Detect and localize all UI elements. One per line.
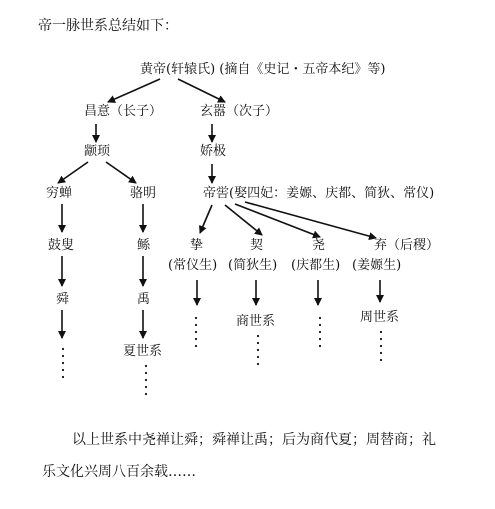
huangdi-name: 黄帝(轩辕氏) bbox=[140, 62, 216, 77]
arrow-root-to-changyi bbox=[108, 79, 160, 102]
node-changyi: 昌意（长子） bbox=[84, 104, 163, 119]
node-xuanxiao: 玄嚣（次子） bbox=[200, 104, 279, 119]
node-xie: 契 bbox=[250, 238, 264, 253]
dots-zhi bbox=[195, 317, 197, 347]
huangdi-source: (摘自《史记・五帝本纪》等) bbox=[219, 62, 386, 77]
node-zhi-mother: (常仪生) bbox=[168, 258, 218, 273]
node-qi-mother: (姜嫄生) bbox=[352, 258, 402, 273]
node-zhou-lineage: 周世系 bbox=[360, 310, 400, 325]
node-yao: 尧 bbox=[312, 238, 326, 253]
node-shang-lineage: 商世系 bbox=[236, 314, 276, 329]
node-huangdi bbox=[140, 62, 385, 78]
dots-zhou bbox=[380, 331, 382, 361]
summary-line-2: 乐文化兴周八百余载…… bbox=[42, 464, 196, 480]
node-qiongchan: 穷蝉 bbox=[46, 186, 73, 201]
arrow-diku-to-yao bbox=[235, 204, 320, 237]
node-xia-lineage: 夏世系 bbox=[123, 344, 163, 359]
dots-xia bbox=[145, 365, 147, 395]
dots-shun bbox=[62, 348, 64, 378]
page-heading: 帝一脉世系总结如下： bbox=[38, 18, 178, 34]
dots-shang bbox=[257, 335, 259, 365]
node-xie-mother: (简狄生) bbox=[228, 258, 278, 273]
arrow-root-to-xuanxiao bbox=[178, 79, 225, 102]
node-gusou: 鼓叟 bbox=[48, 238, 75, 253]
dots-yao bbox=[319, 317, 321, 347]
node-qi: 弃（后稷） bbox=[374, 238, 440, 253]
node-diku: 帝喾(娶四妃：姜嫄、庆都、简狄、常仪) bbox=[203, 186, 435, 201]
arrow-zhuanxu-to-luoming bbox=[106, 162, 136, 183]
node-yao-mother: (庆都生) bbox=[291, 258, 341, 273]
node-shun: 舜 bbox=[56, 292, 70, 307]
arrow-diku-to-xie bbox=[225, 205, 262, 235]
node-jiaoji: 娇极 bbox=[200, 144, 227, 159]
summary-line-1: 以上世系中尧禅让舜；舜禅让禹；后为商代夏；周替商；礼 bbox=[72, 432, 436, 448]
node-yu: 禹 bbox=[137, 292, 151, 307]
arrow-zhuanxu-to-qiongchan bbox=[58, 162, 88, 183]
node-zhuanxu: 颛顼 bbox=[84, 144, 111, 159]
node-gun: 鲧 bbox=[137, 238, 151, 253]
node-luoming: 骆明 bbox=[130, 186, 157, 201]
arrow-diku-to-zhi bbox=[200, 205, 212, 233]
node-zhi: 挚 bbox=[190, 238, 204, 253]
